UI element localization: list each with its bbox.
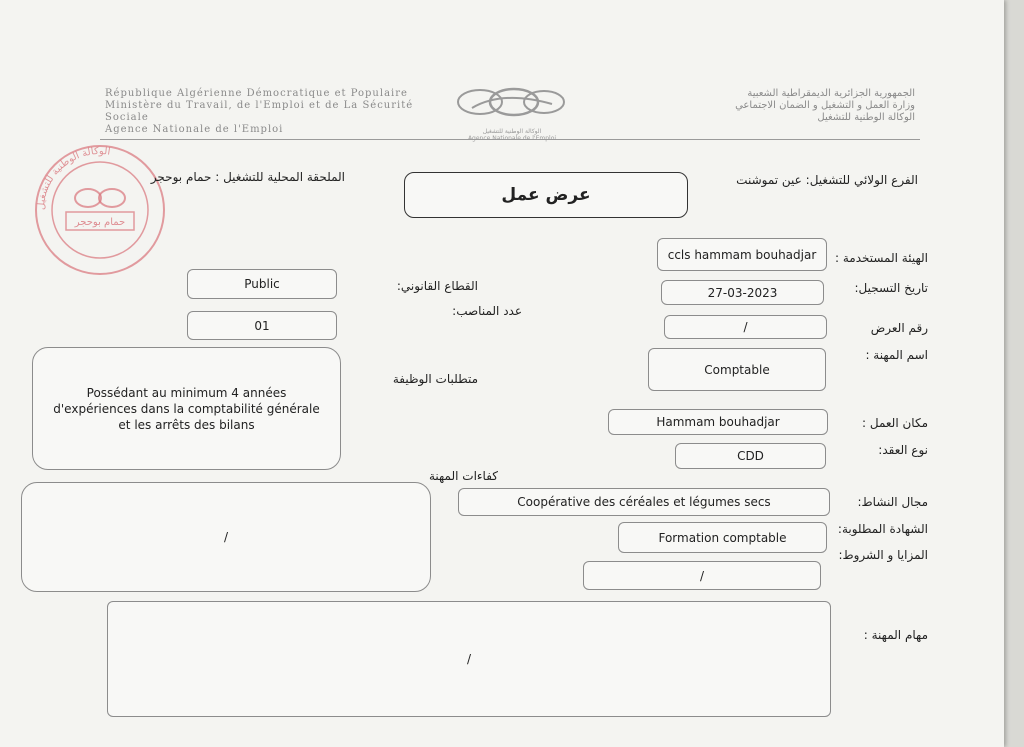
requirements-label: متطلبات الوظيفة: [392, 372, 478, 386]
tasks-label: مهام المهنة :: [863, 628, 928, 642]
reg-date-label: تاريخ التسجيل:: [854, 281, 928, 295]
agency-logo-icon: [452, 84, 572, 124]
header-ar-line3: الوكالة الوطنية للتشغيل: [817, 112, 915, 123]
reg-date-value: 27-03-2023: [661, 280, 824, 305]
employer-value: ccls hammam bouhadjar: [657, 238, 827, 271]
positions-label: عدد المناصب:: [452, 304, 522, 318]
offer-number-value: /: [664, 315, 827, 339]
skills-value: /: [21, 482, 431, 592]
header-ar-line2: وزارة العمل و التشغيل و الضمان الاجتماعي: [735, 100, 915, 111]
contract-type-label: نوع العقد:: [878, 443, 928, 457]
header-ar-line1: الجمهورية الجزائرية الديمقراطية الشعبية: [747, 88, 915, 99]
employer-label: الهيئة المستخدمة :: [834, 251, 928, 265]
legal-sector-label: القطاع القانوني:: [396, 279, 478, 293]
page-title: عرض عمل: [404, 172, 688, 218]
requirements-value: Possédant au minimum 4 années d'expériences dans la comptabilité générale et les arrêts des bilans: [32, 347, 341, 470]
diploma-label: الشهادة المطلوبة:: [837, 522, 928, 536]
activity-field-value: Coopérative des céréales et légumes secs: [458, 488, 830, 516]
stamp-icon: [30, 140, 170, 280]
tasks-value: /: [107, 601, 831, 717]
header-fr-line2: Ministère du Travail, de l'Emploi et de La Sécurité Sociale: [105, 100, 414, 123]
legal-sector-value: Public: [187, 269, 337, 299]
job-name-value: Comptable: [648, 348, 826, 391]
contract-type-value: CDD: [675, 443, 826, 469]
offer-number-label: رقم العرض: [870, 321, 928, 335]
skills-label: كفاءات المهنة: [428, 469, 498, 483]
activity-field-label: مجال النشاط:: [857, 495, 928, 509]
benefits-value: /: [583, 561, 821, 590]
stamp-text-outer: الوكالة الوطنية للتشغيل: [35, 145, 112, 211]
header-fr-line3: Agence Nationale de l'Emploi: [105, 124, 284, 135]
workplace-value: Hammam bouhadjar: [608, 409, 828, 435]
workplace-label: مكان العمل :: [862, 416, 928, 430]
agency-logo: [452, 84, 572, 136]
wilaya-branch-label: الفرع الولائي للتشغيل: عين تموشنت: [736, 173, 918, 187]
job-name-label: اسم المهنة :: [865, 348, 928, 362]
agency-stamp: [30, 140, 170, 280]
benefits-label: المزايا و الشروط:: [838, 548, 928, 562]
header-divider: [100, 139, 920, 140]
positions-value: 01: [187, 311, 337, 340]
header-arabic: [585, 88, 915, 124]
header-fr-line1: République Algérienne Démocratique et Populaire: [105, 88, 408, 99]
header-french: [105, 88, 435, 136]
diploma-value: Formation comptable: [618, 522, 827, 553]
logo-caption-ar: الوكالة الوطنية للتشغيل: [482, 128, 542, 135]
stamp-text-inner: حمام بوحجر: [74, 217, 126, 228]
local-annex-label: الملحقة المحلية للتشغيل : حمام بوحجر: [150, 170, 345, 184]
